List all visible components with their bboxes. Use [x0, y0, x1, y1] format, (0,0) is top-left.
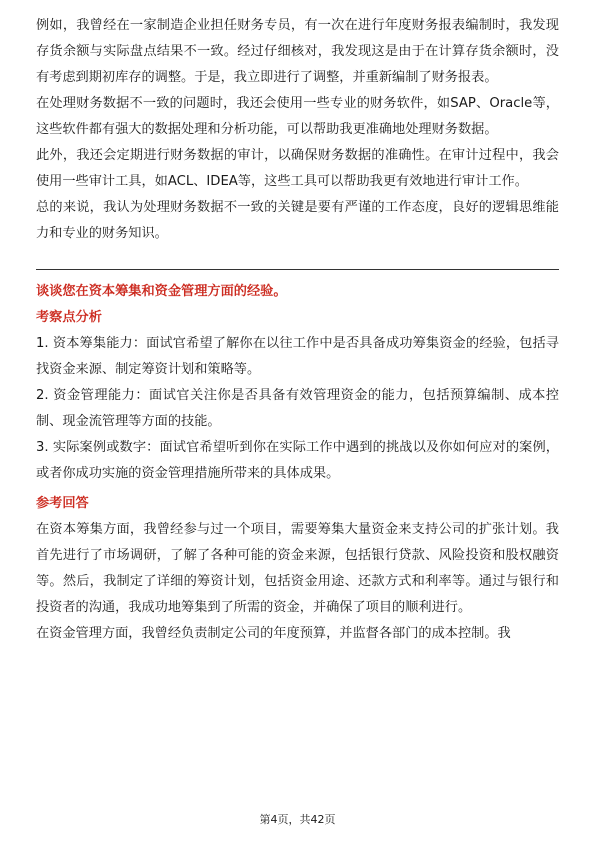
analysis-heading: 考察点分析 — [36, 310, 102, 325]
document-page — [36, 13, 559, 647]
intro-paragraph: 在处理财务数据不一致的问题时，我还会使用一些专业的财务软件，如SAP、Oracle等，这些软件都有强大的数据处理和分析功能，可以帮助我更准确地处理财务数据。 — [36, 96, 559, 137]
analysis-item: 3. 实际案例或数字：面试官希望听到你在实际工作中遇到的挑战以及你如何应对的案例，或者你成功实施的资金管理措施所带来的具体成果。 — [36, 440, 559, 481]
intro-paragraph: 此外，我还会定期进行财务数据的审计，以确保财务数据的准确性。在审计过程中，我会使用一些审计工具，如ACL、IDEA等，这些工具可以帮助我更有效地进行审计工作。 — [36, 148, 559, 189]
section-divider — [36, 269, 559, 270]
answer-paragraph: 在资金管理方面，我曾经负责制定公司的年度预算，并监督各部门的成本控制。我 — [36, 626, 511, 641]
analysis-item: 1. 资本筹集能力：面试官希望了解你在以往工作中是否具备成功筹集资金的经验，包括寻找资金来源、制定筹资计划和策略等。 — [36, 336, 559, 377]
answer-paragraph: 在资本筹集方面，我曾经参与过一个项目，需要筹集大量资金来支持公司的扩张计划。我首先进行了市场调研，了解了各种可能的资金来源，包括银行贷款、风险投资和股权融资等。然后，我制定了详细的筹资计划，包括资金用途、还款方式和利率等。通过与银行和投资者的沟通，我成功地筹集到了所需的资金，并确保了项目的顺利进行。 — [36, 522, 559, 615]
intro-paragraph: 总的来说，我认为处理财务数据不一致的关键是要有严谨的工作态度，良好的逻辑思维能力和专业的财务知识。 — [36, 200, 559, 241]
analysis-item: 2. 资金管理能力：面试官关注你是否具备有效管理资金的能力，包括预算编制、成本控制、现金流管理等方面的技能。 — [36, 388, 559, 429]
question-title: 谈谈您在资本筹集和资金管理方面的经验。 — [36, 284, 287, 299]
page-number: 第4页，共42页 — [259, 813, 336, 826]
answer-heading: 参考回答 — [36, 496, 89, 511]
intro-paragraph: 例如，我曾经在一家制造企业担任财务专员，有一次在进行年度财务报表编制时，我发现存货余额与实际盘点结果不一致。经过仔细核对，我发现这是由于在计算存货余额时，没有考虑到期初库存的调整。于是，我立即进行了调整，并重新编制了财务报表。 — [36, 18, 559, 85]
